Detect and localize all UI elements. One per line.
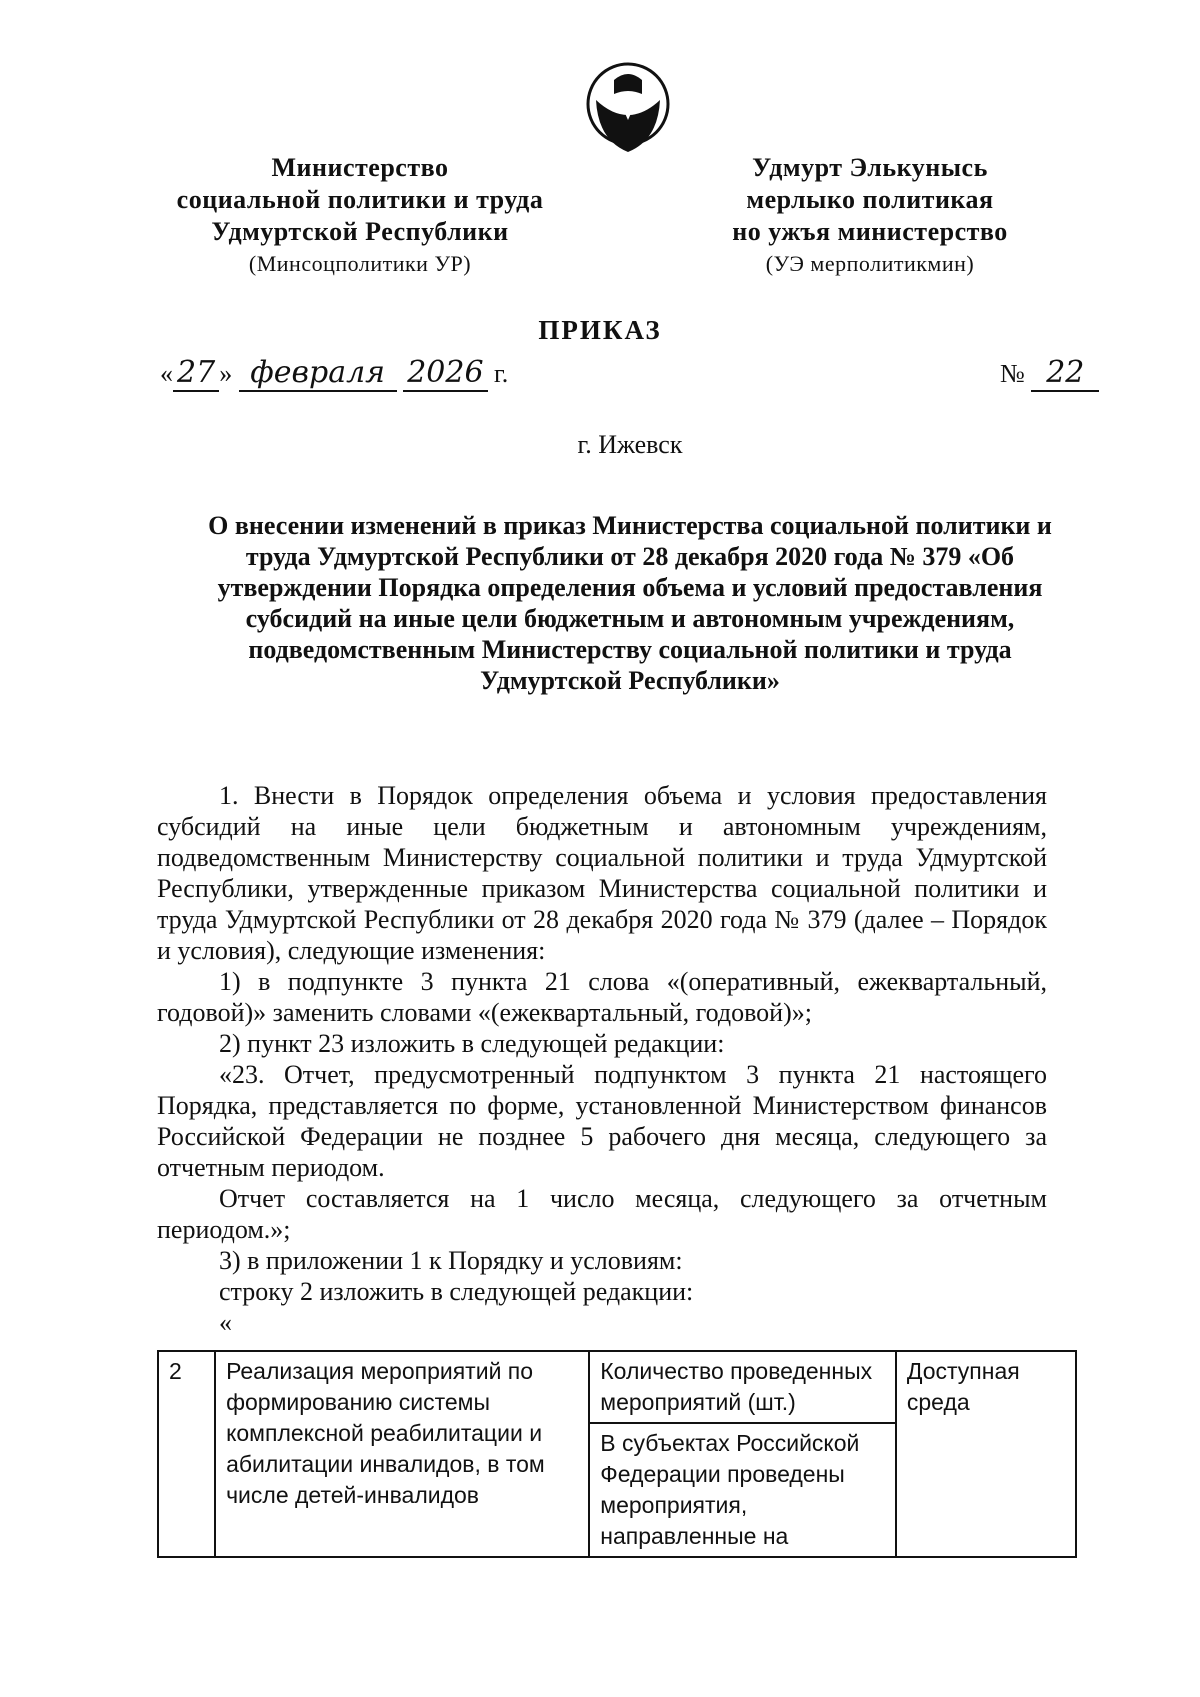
coat-of-arms-emblem	[584, 60, 672, 156]
order-date	[160, 355, 508, 392]
date-day: 27	[173, 355, 219, 392]
ministry-name-udmurt	[700, 152, 1040, 280]
amendment-table-wrapper	[157, 1350, 1077, 1600]
order-heading: ПРИКАЗ	[538, 315, 662, 345]
table-cell-indicator: Количество проведенных мероприятий (шт.)	[589, 1351, 896, 1423]
date-quote-open: «	[160, 359, 173, 388]
date-month: февраля	[239, 355, 397, 392]
paragraph-8: «	[219, 1308, 232, 1337]
ministry-udmurt-line-3: но ужъя министерство	[732, 217, 1008, 246]
ministry-line-3: Удмуртской Республики	[211, 217, 509, 246]
ministry-udmurt-line-2: мерлыко политикая	[746, 185, 994, 214]
paragraph-4: «23. Отчет, предусмотренный подпунктом 3 пункта 21 настоящего Порядка, представляется по форме, установленной Министерством финансов Российской Федерации не позднее 5 рабочего дня месяца, следующего за отчетным периодом.	[157, 1060, 1047, 1182]
date-year-suffix: г.	[494, 359, 509, 388]
city: г. Ижевск	[577, 430, 683, 459]
paragraph-7: строку 2 изложить в следующей редакции:	[219, 1277, 694, 1306]
paragraph-6: 3) в приложении 1 к Порядку и условиям:	[219, 1246, 683, 1275]
amendment-table	[157, 1350, 1077, 1558]
ministry-udmurt-abbreviation: (УЭ мерполитикмин)	[765, 251, 975, 276]
table-cell-number: 2	[158, 1351, 215, 1557]
ministry-name-russian	[150, 152, 570, 280]
number-sign: №	[1000, 359, 1025, 388]
order-number	[1000, 355, 1099, 392]
table-cell-result: В субъектах Российской Федерации проведены мероприятия, направленные на	[589, 1423, 896, 1557]
document-body	[157, 780, 1047, 1338]
date-year: 2026	[403, 355, 487, 392]
ministry-abbreviation: (Минсоцполитики УР)	[248, 251, 472, 276]
table-cell-event: Реализация мероприятий по формированию системы комплексной реабилитации и абилитации инвалидов, в том числе детей-инвалидов	[215, 1351, 589, 1557]
ministry-line-2: социальной политики и труда	[176, 185, 544, 214]
table-row	[158, 1351, 1076, 1423]
ministry-udmurt-line-1: Удмурт Элькунысь	[752, 153, 988, 182]
table-cell-program: Доступная среда	[896, 1351, 1076, 1557]
ministry-line-1: Министерство	[271, 153, 449, 182]
paragraph-3: 2) пункт 23 изложить в следующей редакции:	[219, 1029, 725, 1058]
document-title: О внесении изменений в приказ Министерства социальной политики и труда Удмуртской Республики от 28 декабря 2020 года № 379 «Об утверждении Порядка определения объема и условий предоставления субсидий на иные цели бюджетным и автономным учреждениям, подведомственным Министерству социальной политики и труда Удмуртской Республики»	[208, 511, 1052, 695]
date-quote-close: »	[219, 359, 233, 388]
paragraph-2: 1) в подпункте 3 пункта 21 слова «(оперативный, ежеквартальный, годовой)» заменить словами «(ежеквартальный, годовой)»;	[157, 967, 1047, 1027]
number-value: 22	[1031, 355, 1099, 392]
paragraph-5: Отчет составляется на 1 число месяца, следующего за отчетным периодом.»;	[157, 1184, 1047, 1244]
paragraph-1: 1. Внести в Порядок определения объема и условия предоставления субсидий на иные цели бюджетным и автономным учреждениям, подведомственным Министерству социальной политики и труда Удмуртской Республики, утвержденные приказом Министерства социальной политики и труда Удмуртской Республики от 28 декабря 2020 года № 379 (далее – Порядок и условия), следующие изменения:	[157, 781, 1047, 965]
